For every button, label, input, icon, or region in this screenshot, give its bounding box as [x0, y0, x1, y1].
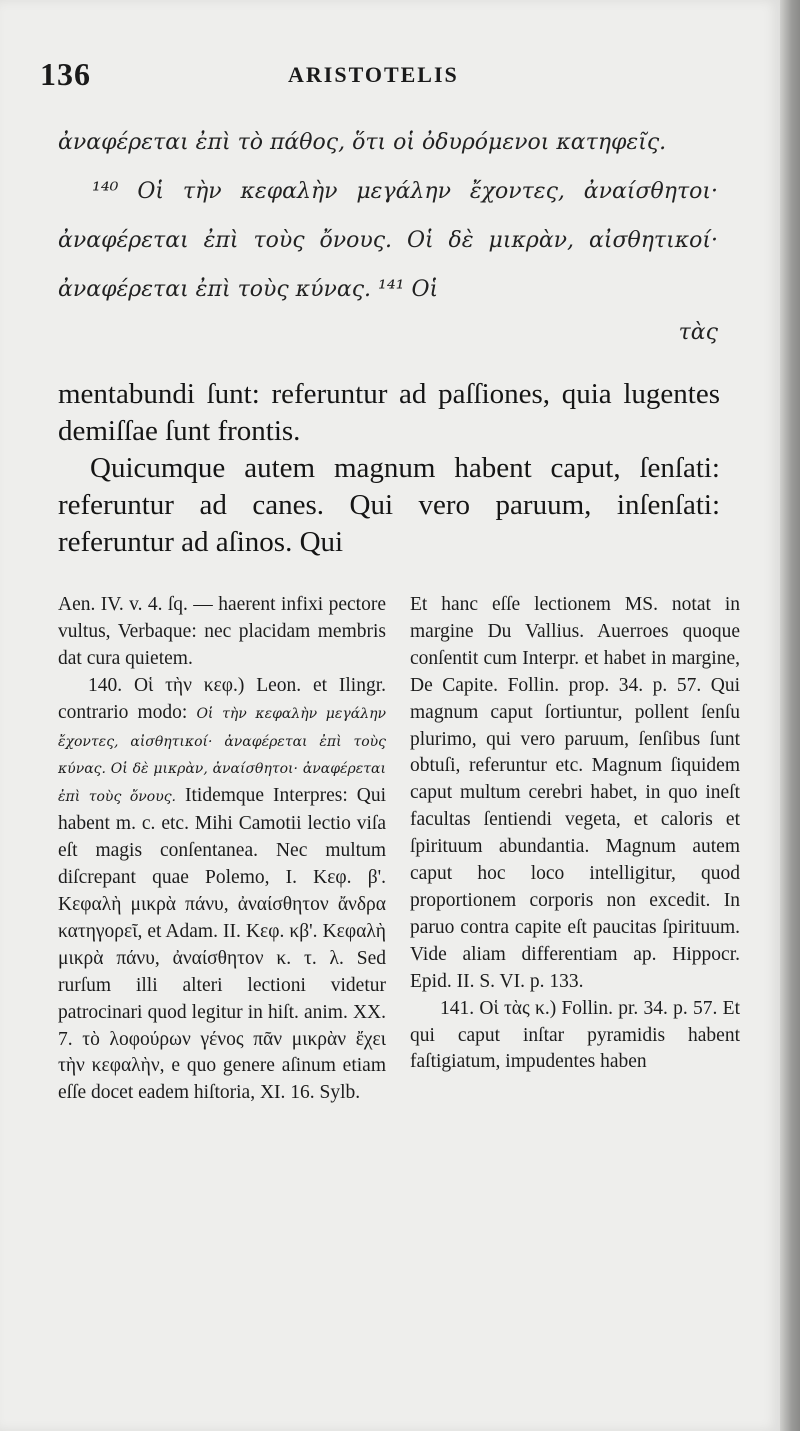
latin-paragraph: mentabundi ſunt: referuntur ad paſſiones, quia lugentes demiſſae ſunt frontis.: [58, 378, 720, 447]
greek-catchword: τὰς: [678, 320, 718, 345]
footnote-greek-quote: Οἱ τὴν κεφαλὴν μεγάλην ἔχοντες, αἰσθητικοί· ἀναφέρεται ἐπὶ τοὺς κύνας. Οἱ δὲ μικρὰν, ἀναίσθητοι· ἀναφέρεται ἐπὶ τοὺς ὄνους.: [58, 705, 387, 806]
footnote-text: 140. Οἱ τὴν κεφ.) Leon. et Ilingr. contrario modo:: [58, 674, 386, 723]
footnote-paragraph: 141. Οἱ τὰς κ.) Follin. pr. 34. p. 57. Et qui caput inſtar pyramidis habent faſtigiatum, impudentes haben: [410, 997, 740, 1073]
page-number: 136: [40, 56, 91, 92]
footnote-paragraph: Aen. IV. v. 4. ſq. — haerent infixi pectore vultus, Verbaque: nec placidam membris dat cura quietem.: [58, 594, 386, 669]
footnote-column-right: [410, 592, 740, 1076]
greek-paragraph: ¹⁴⁰ Οἱ τὴν κεφαλὴν μεγάλην ἔχοντες, ἀναίσθητοι· ἀναφέρεται ἐπὶ τοὺς ὄνους. Οἱ δὲ μικρὰν, αἰσθητικοί· ἀναφέρεται ἐπὶ τοὺς κύνας. ¹⁴¹ Οἱ: [58, 179, 718, 302]
footnotes: [58, 592, 738, 1352]
latin-paragraph: Quicumque autem magnum habent caput, ſenſati: referuntur ad canes. Qui vero paruum, inſenſati: referuntur ad aſinos. Qui: [58, 452, 720, 558]
running-title: ARISTOTELIS: [288, 62, 459, 87]
latin-main-text: [58, 376, 720, 561]
running-head: [40, 56, 720, 96]
footnote-paragraph: [58, 673, 386, 1108]
page-edge-shadow: [780, 0, 800, 1431]
footnote-text: Itidemque Interpres: Qui habent m. c. etc. Mihi Camotii lectio viſa eſt magis conſentanea. Nec multum diſcrepant quae Polemo, I. Κεφ. β'. Κεφαλὴ μικρὰ πάνυ, ἀναίσθητον ἄνδρα κατηγορεῖ, et Adam. II. Κεφ. κβ'. Κεφαλὴ μικρὰ πάνυ, ἀναίσθητον κ. τ. λ. Sed rurſum illi alteri lectioni videtur patrocinari quod legitur in hiſt. anim. XX. 7. τὸ λοφούρων γένος πᾶν μικρὰν ἔχει τὴν κεφαλὴν, e quo genere aſinum etiam eſſe docet eadem hiſtoria, XI. 16. Sylb.: [58, 785, 386, 1104]
greek-paragraph: ἀναφέρεται ἐπὶ τὸ πάθος, ὅτι οἱ ὀδυρόμενοι κατηφεῖς.: [58, 130, 667, 155]
footnote-column-left: [58, 592, 386, 1107]
footnote-paragraph: Et hanc eſſe lectionem MS. notat in margine Du Vallius. Auerroes quoque conſentit cum Interpr. et habet in margine, De Capite. Follin. prop. 34. p. 57. Qui magnum caput ſortiuntur, pollent ſenſu plurimo, qui vero paruum, ſenſibus ſunt obtuſi, referuntur etc. Magnum ſiquidem caput multum cerebri habet, in quo ineſt facultas ſentiendi vegeta, et caloris et ſpirituum abundantia. Magnum autem caput hoc loco intelligitur, quod proportionem corporis non excedit. In paruo contra capite eſt paucitas ſpirituum. Vide aliam differentiam ap. Hippocr. Epid. II. S. VI. p. 133.: [410, 594, 740, 992]
greek-main-text: [58, 118, 718, 357]
